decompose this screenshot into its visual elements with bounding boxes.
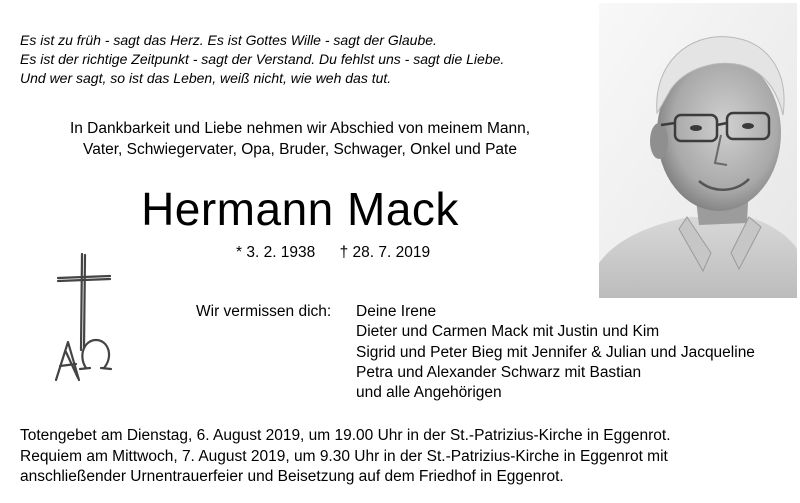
mourner-line: und alle Angehörigen [356, 384, 502, 402]
funeral-services [20, 426, 671, 488]
intro-line: In Dankbarkeit und Liebe nehmen wir Abschied von meinem Mann, [69, 120, 531, 137]
poem-line: Es ist zu früh - sagt das Herz. Es ist Gottes Wille - sagt der Glaube. [20, 32, 437, 48]
cross-alpha-omega-icon [50, 252, 118, 384]
cross-alpha-omega-icon-graphic [50, 252, 118, 384]
mourner-line: Sigrid und Peter Bieg mit Jennifer & Julian und Jacqueline [356, 343, 755, 361]
service-line: Totengebet am Dienstag, 6. August 2019, um 19.00 Uhr in der St.-Patrizius-Kirche in Eggenrot. [20, 427, 671, 444]
deceased-name: Hermann Mack [141, 183, 459, 235]
service-line: anschließender Urnentrauerfeier und Beisetzung auf dem Friedhof in Eggenrot. [20, 468, 564, 485]
death-date: † 28. 7. 2019 [339, 244, 431, 261]
farewell-intro [20, 118, 580, 160]
mourner-line: Dieter und Carmen Mack mit Justin und Kim [356, 323, 660, 341]
poem [20, 31, 504, 88]
miss-you-label: Wir vermissen dich: [196, 303, 332, 320]
poem-line: Und wer sagt, so ist das Leben, weiß nicht, wie weh das tut. [20, 70, 392, 86]
mourners-list [356, 302, 755, 403]
intro-line: Vater, Schwiegervater, Opa, Bruder, Schwager, Onkel und Pate [83, 141, 517, 158]
poem-line: Es ist der richtige Zeitpunkt - sagt der Verstand. Du fehlst uns - sagt die Liebe. [20, 51, 505, 67]
portrait-photo [599, 3, 797, 298]
service-line: Requiem am Mittwoch, 7. August 2019, um 9.30 Uhr in der St.-Patrizius-Kirche in Eggenrot mit [20, 447, 668, 465]
mourner-line: Deine Irene [356, 303, 437, 320]
portrait-graphic [599, 3, 797, 298]
mourner-line: Petra und Alexander Schwarz mit Bastian [356, 363, 642, 381]
life-dates [236, 243, 430, 263]
birth-date: * 3. 2. 1938 [236, 244, 316, 261]
